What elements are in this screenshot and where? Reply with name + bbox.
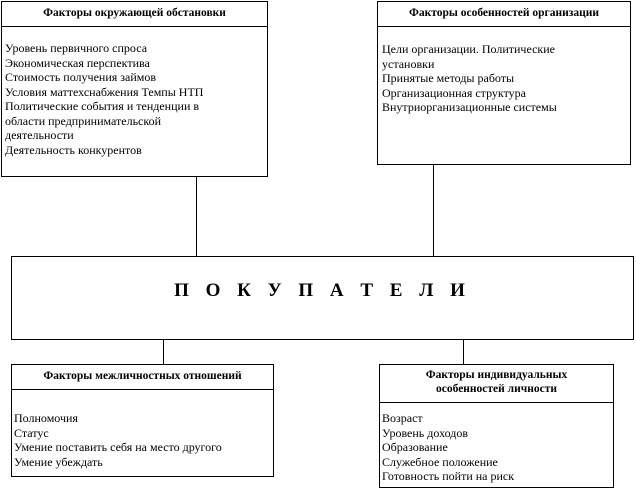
list-item: Цели организации. Политические [382,42,555,56]
list-item: Уровень доходов [382,425,469,440]
list-item: Условия маттехснабжения Темпы НТП [5,84,204,99]
interpersonal-factors-box [11,364,274,477]
organization-factors-box [377,1,631,165]
list-item: Деятельность конкурентов [5,142,142,157]
individual-factors-list [380,403,613,484]
list-item: Экономическая перспектива [5,55,150,70]
environment-factors-box [1,1,268,177]
connector-organization-to-center [433,164,434,256]
list-item: Политические события и тенденции в [5,99,200,113]
buyers-center-box [11,256,634,340]
interpersonal-factors-list [12,390,273,469]
list-item: области предпринимательской [5,113,162,128]
individual-factors-title [380,365,613,403]
interpersonal-factors-title: Факторы межличностных отношений [12,365,273,390]
environment-factors-list [2,27,267,157]
list-item: Принятые методы работы [382,71,515,85]
list-item: установки [382,56,435,71]
list-item: деятельности [5,128,74,142]
environment-factors-title: Факторы окружающей обстановки [2,2,267,27]
individual-factors-title-line2: особенностей личности [436,383,557,395]
connector-center-to-interpersonal [163,339,164,364]
organization-factors-title: Факторы особенностей организации [378,2,630,27]
list-item: Готовность пойти на риск [382,469,515,483]
list-item: Стоимость получения займов [5,70,157,84]
buyers-title: П О К У П А Т Е Л И [174,280,471,301]
list-item: Служебное положение [382,454,498,469]
list-item: Умение поставить себя на место другого [14,440,222,454]
list-item: Статус [14,425,49,440]
connector-environment-to-center [196,176,197,256]
list-item: Умение убеждать [14,454,103,469]
individual-factors-box [379,364,614,488]
list-item: Образование [382,440,448,454]
list-item: Внутриорганизационные системы [382,100,557,114]
list-item: Организационная структура [382,85,526,100]
connector-center-to-individual [463,339,464,364]
list-item: Полномочия [14,411,78,425]
list-item: Возраст [382,411,423,425]
individual-factors-title-line1: Факторы индивидуальных [425,369,568,381]
list-item: Уровень первичного спроса [5,41,148,55]
organization-factors-list [378,27,630,115]
